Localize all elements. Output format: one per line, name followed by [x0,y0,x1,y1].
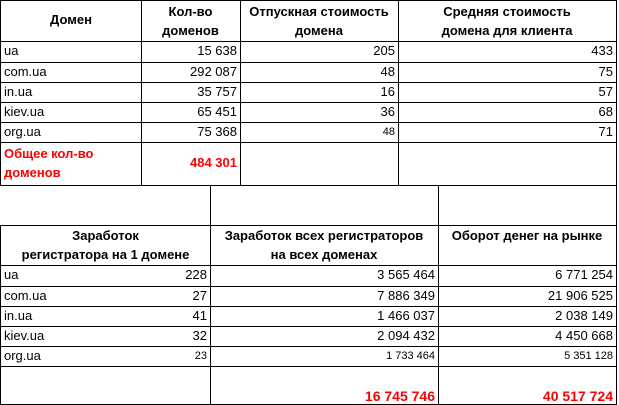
table2-domain: org.ua [4,348,41,363]
grid-line [0,62,617,63]
table1-client: 68 [598,104,613,119]
table1-count: 15 638 [197,43,237,58]
header-count-line1: Кол-во [168,4,213,19]
total-domains-label-line2: доменов [4,165,61,180]
table1-domain: kiev.ua [4,104,45,119]
table2-per-domain: 27 [192,288,207,303]
table2-market: 21 906 525 [547,288,613,303]
table2-all: 2 094 432 [377,328,435,343]
grid-line [0,326,617,327]
total-domains-value: 484 301 [190,155,237,170]
table1-domain: in.ua [4,84,33,99]
total-market-turnover: 40 517 724 [542,388,613,404]
table2-all: 7 886 349 [377,288,435,303]
grid-line [210,185,211,405]
table1-client: 75 [598,64,613,79]
grid-line [0,366,617,367]
grid-line [0,286,617,287]
grid-line [0,82,617,83]
table2-all: 1 466 037 [377,308,435,323]
grid-line [0,142,617,143]
grid-line [0,0,617,1]
grid-line [240,0,241,185]
grid-line [0,225,1,405]
table2-per-domain: 23 [194,350,207,362]
total-domains-label-line1: Общее кол-во [4,146,94,161]
table1-domain: com.ua [4,64,47,79]
table1-count: 65 451 [197,104,237,119]
grid-line [398,0,399,185]
table2-domain: kiev.ua [4,328,45,343]
grid-line [438,185,439,405]
table1-count: 292 087 [190,64,237,79]
grid-line [0,265,617,266]
header-domain: Домен [50,12,92,27]
table1-wholesale: 36 [380,104,395,119]
table2-domain: in.ua [4,308,33,323]
grid-line [141,0,142,185]
table1-client: 57 [598,84,613,99]
header-all-line2: на всех доменах [270,247,378,262]
header-wholesale-line2: домена [295,23,343,38]
header-per-domain-line1: Заработок [72,228,139,243]
grid-line [0,102,617,103]
table2-all: 3 565 464 [377,267,435,282]
grid-line [616,185,617,405]
table2-per-domain: 32 [192,328,207,343]
table1-count: 75 368 [197,124,237,139]
grid-line [0,41,617,42]
grid-line [0,122,617,123]
table1-wholesale: 48 [380,64,395,79]
total-registrars-earnings: 16 745 746 [364,388,435,404]
header-wholesale-line1: Отпускная стоимость [249,4,389,19]
grid-line [0,0,1,185]
table1-wholesale: 48 [382,126,395,138]
table1-domain: ua [4,43,19,58]
grid-line [0,225,617,226]
header-market: Оборот денег на рынке [451,228,603,243]
table1-client: 71 [598,124,613,139]
header-per-domain-line2: регистратора на 1 домене [21,247,190,262]
table2-market: 5 351 128 [564,350,613,362]
table1-client: 433 [591,43,613,58]
grid-line [616,0,617,185]
table2-domain: ua [4,267,19,282]
table2-all: 1 733 464 [386,350,435,362]
table2-market: 2 038 149 [555,308,613,323]
table2-market: 6 771 254 [555,267,613,282]
header-client-line2: домена для клиента [441,23,573,38]
header-count-line2: доменов [162,23,219,38]
grid-line [0,306,617,307]
table2-domain: com.ua [4,288,47,303]
table1-domain: org.ua [4,124,41,139]
table2-market: 4 450 668 [555,328,613,343]
table1-count: 35 757 [197,84,237,99]
grid-line [0,346,617,347]
header-client-line1: Средняя стоимость [443,4,571,19]
table2-per-domain: 41 [192,308,207,323]
table1-wholesale: 205 [373,43,395,58]
table2-per-domain: 228 [185,267,207,282]
header-all-line1: Заработок всех регистраторов [224,228,424,243]
grid-line [0,185,617,186]
table1-wholesale: 16 [380,84,395,99]
